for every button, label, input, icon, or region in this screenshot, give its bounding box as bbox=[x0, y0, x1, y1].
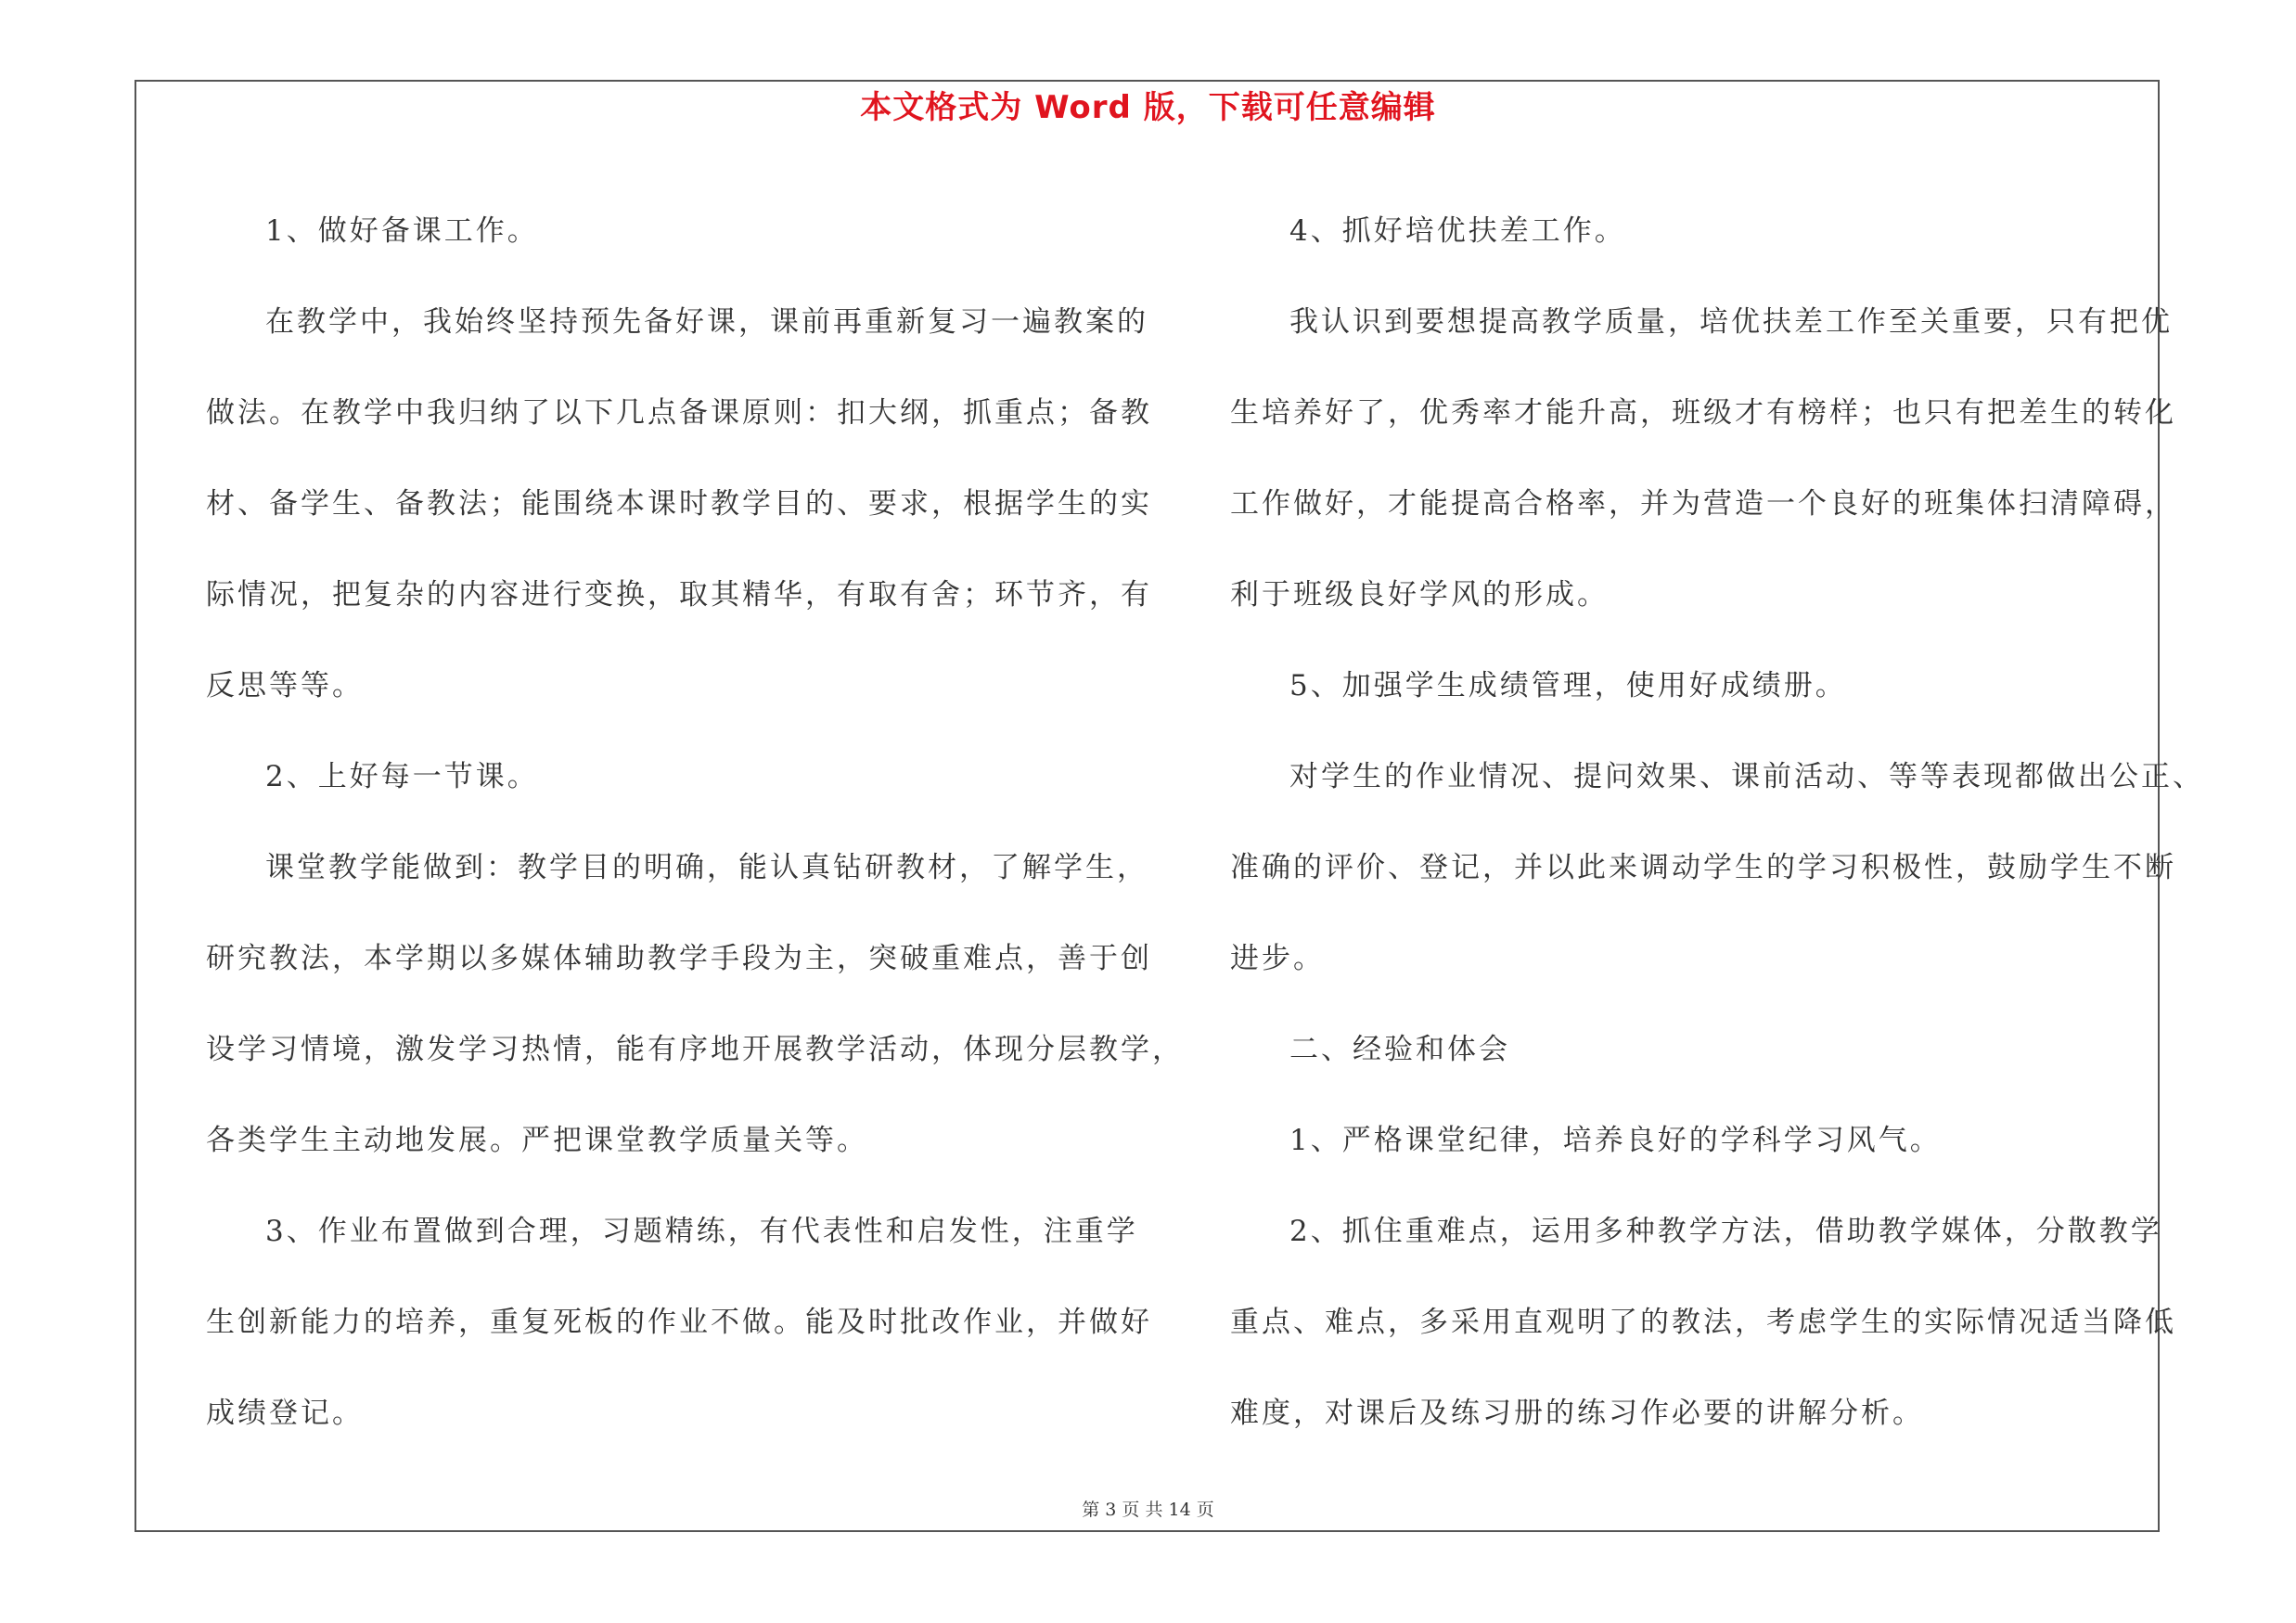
paragraph-line: 研究教法，本学期以多媒体辅助教学手段为主，突破重难点，善于创 bbox=[206, 942, 1152, 975]
paragraph-line: 2、上好每一节课。 bbox=[265, 760, 539, 793]
paragraph-line: 重点、难点，多采用直观明了的教法，考虑学生的实际情况适当降低 bbox=[1230, 1306, 2176, 1339]
paragraph-line: 设学习情境，激发学习热情，能有序地开展教学活动，体现分层教学， bbox=[206, 1033, 1184, 1066]
page-number-footer: 第 3 页 共 14 页 bbox=[1082, 1500, 1214, 1520]
paragraph-line: 生创新能力的培养，重复死板的作业不做。能及时批改作业，并做好 bbox=[206, 1306, 1152, 1339]
paragraph-line: 课堂教学能做到：教学目的明确，能认真钻研教材，了解学生， bbox=[265, 851, 1148, 884]
paragraph-line: 1、严格课堂纪律，培养良好的学科学习风气。 bbox=[1289, 1124, 1942, 1157]
paragraph-line: 材、备学生、备教法；能围绕本课时教学目的、要求，根据学生的实 bbox=[206, 487, 1152, 521]
paragraph-line: 4、抓好培优扶差工作。 bbox=[1289, 214, 1626, 248]
paragraph-line: 5、加强学生成绩管理，使用好成绩册。 bbox=[1289, 669, 1847, 702]
document-banner: 本文格式为 Word 版，下载可任意编辑 bbox=[860, 89, 1436, 126]
right-column bbox=[1230, 186, 2204, 1459]
paragraph-line: 准确的评价、登记，并以此来调动学生的学习积极性，鼓励学生不断 bbox=[1230, 851, 2176, 884]
paragraph-line: 做法。在教学中我归纳了以下几点备课原则：扣大纲，抓重点；备教 bbox=[206, 396, 1152, 430]
paragraph-line: 利于班级良好学风的形成。 bbox=[1230, 578, 1609, 612]
left-column bbox=[206, 186, 1184, 1459]
paragraph-line: 难度，对课后及练习册的练习作必要的讲解分析。 bbox=[1230, 1397, 1924, 1430]
paragraph-line: 生培养好了，优秀率才能升高，班级才有榜样；也只有把差生的转化 bbox=[1230, 396, 2176, 430]
paragraph-line: 反思等等。 bbox=[206, 669, 364, 702]
paragraph-line: 二、经验和体会 bbox=[1289, 1033, 1510, 1066]
paragraph-line: 进步。 bbox=[1230, 942, 1325, 975]
paragraph-line: 工作做好，才能提高合格率，并为营造一个良好的班集体扫清障碍， bbox=[1230, 487, 2176, 521]
paragraph-line: 际情况，把复杂的内容进行变换，取其精华，有取有舍；环节齐，有 bbox=[206, 578, 1152, 612]
paragraph-line: 对学生的作业情况、提问效果、课前活动、等等表现都做出公正、 bbox=[1289, 760, 2204, 793]
paragraph-line: 在教学中，我始终坚持预先备好课，课前再重新复习一遍教案的 bbox=[265, 305, 1148, 339]
paragraph-line: 3、作业布置做到合理，习题精练，有代表性和启发性，注重学 bbox=[265, 1215, 1138, 1248]
paragraph-line: 我认识到要想提高教学质量，培优扶差工作至关重要，只有把优 bbox=[1289, 305, 2173, 339]
paragraph-line: 2、抓住重难点，运用多种教学方法，借助教学媒体，分散教学 bbox=[1289, 1215, 2162, 1248]
paragraph-line: 成绩登记。 bbox=[206, 1397, 364, 1430]
paragraph-line: 1、做好备课工作。 bbox=[265, 214, 539, 248]
paragraph-line: 各类学生主动地发展。严把课堂教学质量关等。 bbox=[206, 1124, 868, 1157]
